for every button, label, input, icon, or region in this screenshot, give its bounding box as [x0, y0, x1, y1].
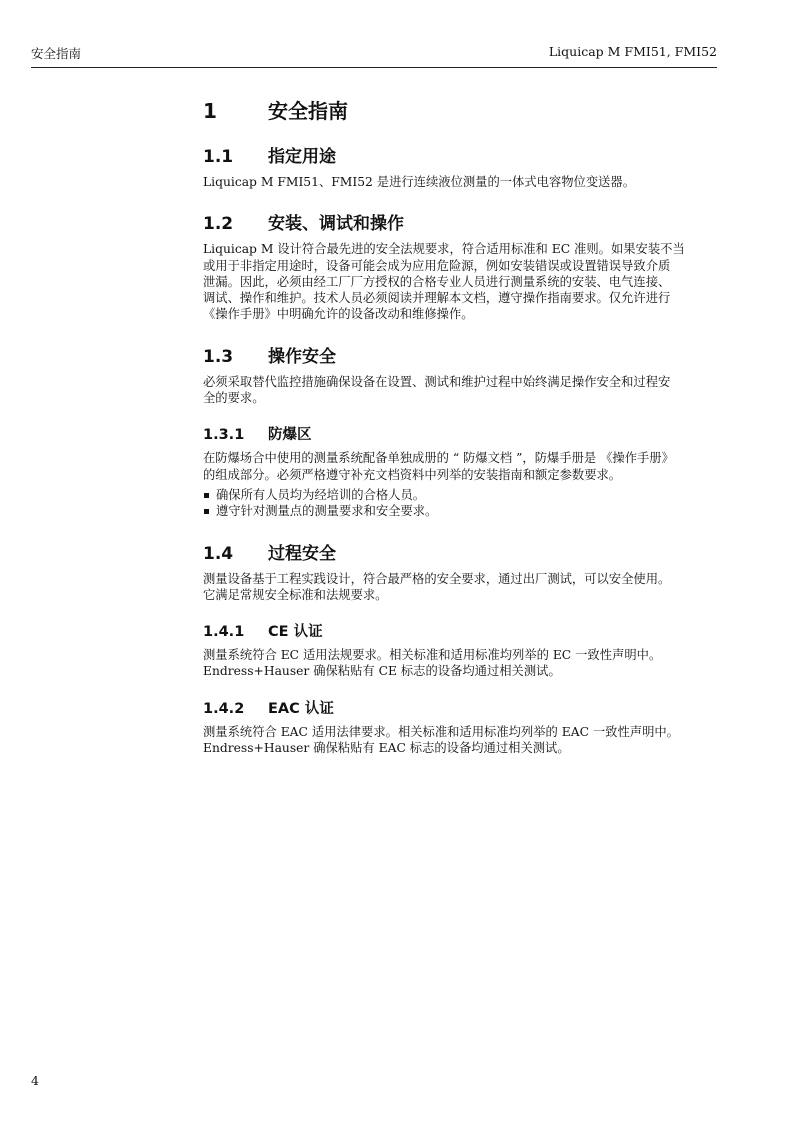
section-title: 操作安全: [268, 346, 336, 367]
subsection-heading: [203, 699, 717, 719]
text-line: 调试、操作和维护。技术人员必须阅读并理解本文档，遵守操作指南要求。仅允许进行: [203, 291, 671, 306]
section-number: 1.1: [203, 147, 234, 167]
subsection-number: 1.4.2: [203, 700, 245, 717]
page-number: 4: [31, 1073, 39, 1088]
subsection-number: 1.4.1: [203, 624, 245, 641]
section-number: 1.4: [203, 543, 234, 564]
text-line: 的组成部分。必须严格遵守补充文档资料中列举的安装指南和额定参数要求。: [203, 467, 622, 482]
text-line: 《操作手册》中明确允许的设备改动和维修操作。: [203, 307, 474, 322]
header-section-title: 安全指南: [31, 46, 82, 61]
subsection-number: 1.3.1: [203, 427, 245, 444]
text-line: 必须采取替代监控措施确保设备在设置、测试和维护过程中始终满足操作安全和过程安: [203, 374, 671, 389]
subsection-title: CE 认证: [268, 624, 323, 641]
text-line: 在防爆场合中使用的测量系统配备单独成册的 “ 防爆文档 ”，防爆手册是 《操作手册》: [203, 451, 674, 466]
section-heading: [203, 543, 717, 565]
subsection-ce-mark: [203, 622, 717, 680]
text-line: 或用于非指定用途时，设备可能会成为应用危险源，例如安装错误或设置错误导致介质: [203, 258, 671, 273]
section-process-safety: [203, 543, 717, 757]
section-title: 安装、调试和操作: [268, 214, 404, 235]
section-number: 1.2: [203, 214, 234, 235]
header-product-name: Liquicap M FMI51, FMI52: [548, 44, 717, 59]
text-line: Liquicap M 设计符合最先进的安全法规要求，符合适用标准和 EC 准则。如果安装不当: [203, 242, 685, 257]
section-number: 1.3: [203, 346, 234, 367]
subsection-title: 防爆区: [268, 427, 312, 444]
section-title: 过程安全: [268, 543, 336, 564]
section-text: Liquicap M FMI51、FMI52 是进行连续液位测量的一体式电容物位变送器。: [203, 175, 636, 189]
text-line: Endress+Hauser 确保粘贴有 EAC 标志的设备均通过相关测试。: [203, 741, 570, 756]
subsection-eac-mark: [203, 699, 717, 757]
text-line: 测量系统符合 EC 适用法规要求。相关标准和适用标准均列举的 EC 一致性声明中。: [203, 648, 662, 663]
text-line: Endress+Hauser 确保粘贴有 CE 标志的设备均通过相关测试。: [203, 664, 561, 679]
subsection-heading: [203, 425, 717, 445]
subsection-title: EAC 认证: [268, 700, 334, 717]
subsection-heading: [203, 622, 717, 642]
section-heading: [203, 213, 717, 235]
section-heading: [203, 146, 717, 168]
section-operational-safety: [203, 346, 717, 520]
section-title: 指定用途: [268, 147, 336, 167]
text-line: 全的要求。: [203, 391, 265, 406]
text-line: 它满足常规安全标准和法规要求。: [203, 587, 388, 602]
chapter-number: 1: [203, 99, 217, 123]
chapter-title: 安全指南: [268, 99, 348, 123]
text-line: 测量系统符合 EAC 适用法律要求。相关标准和适用标准均列举的 EAC 一致性声明中。: [203, 724, 679, 739]
text-line: 泄漏。因此，必须由经工厂厂方授权的合格专业人员进行测量系统的安装、电气连接、: [203, 274, 671, 289]
section-installation: [203, 213, 717, 322]
text-line: 测量设备基于工程实践设计，符合最严格的安全要求，通过出厂测试，可以安全使用。: [203, 571, 671, 586]
chapter-heading: [203, 98, 717, 124]
bullet-list: [203, 487, 717, 520]
section-intended-use: [203, 146, 717, 190]
header-rule: [31, 67, 717, 68]
bullet-item: 遵守针对测量点的测量要求和安全要求。: [203, 503, 717, 519]
subsection-hazardous-area: [203, 425, 717, 519]
main-content: [203, 98, 717, 779]
bullet-item: 确保所有人员均为经培训的合格人员。: [203, 487, 717, 503]
section-heading: [203, 346, 717, 368]
